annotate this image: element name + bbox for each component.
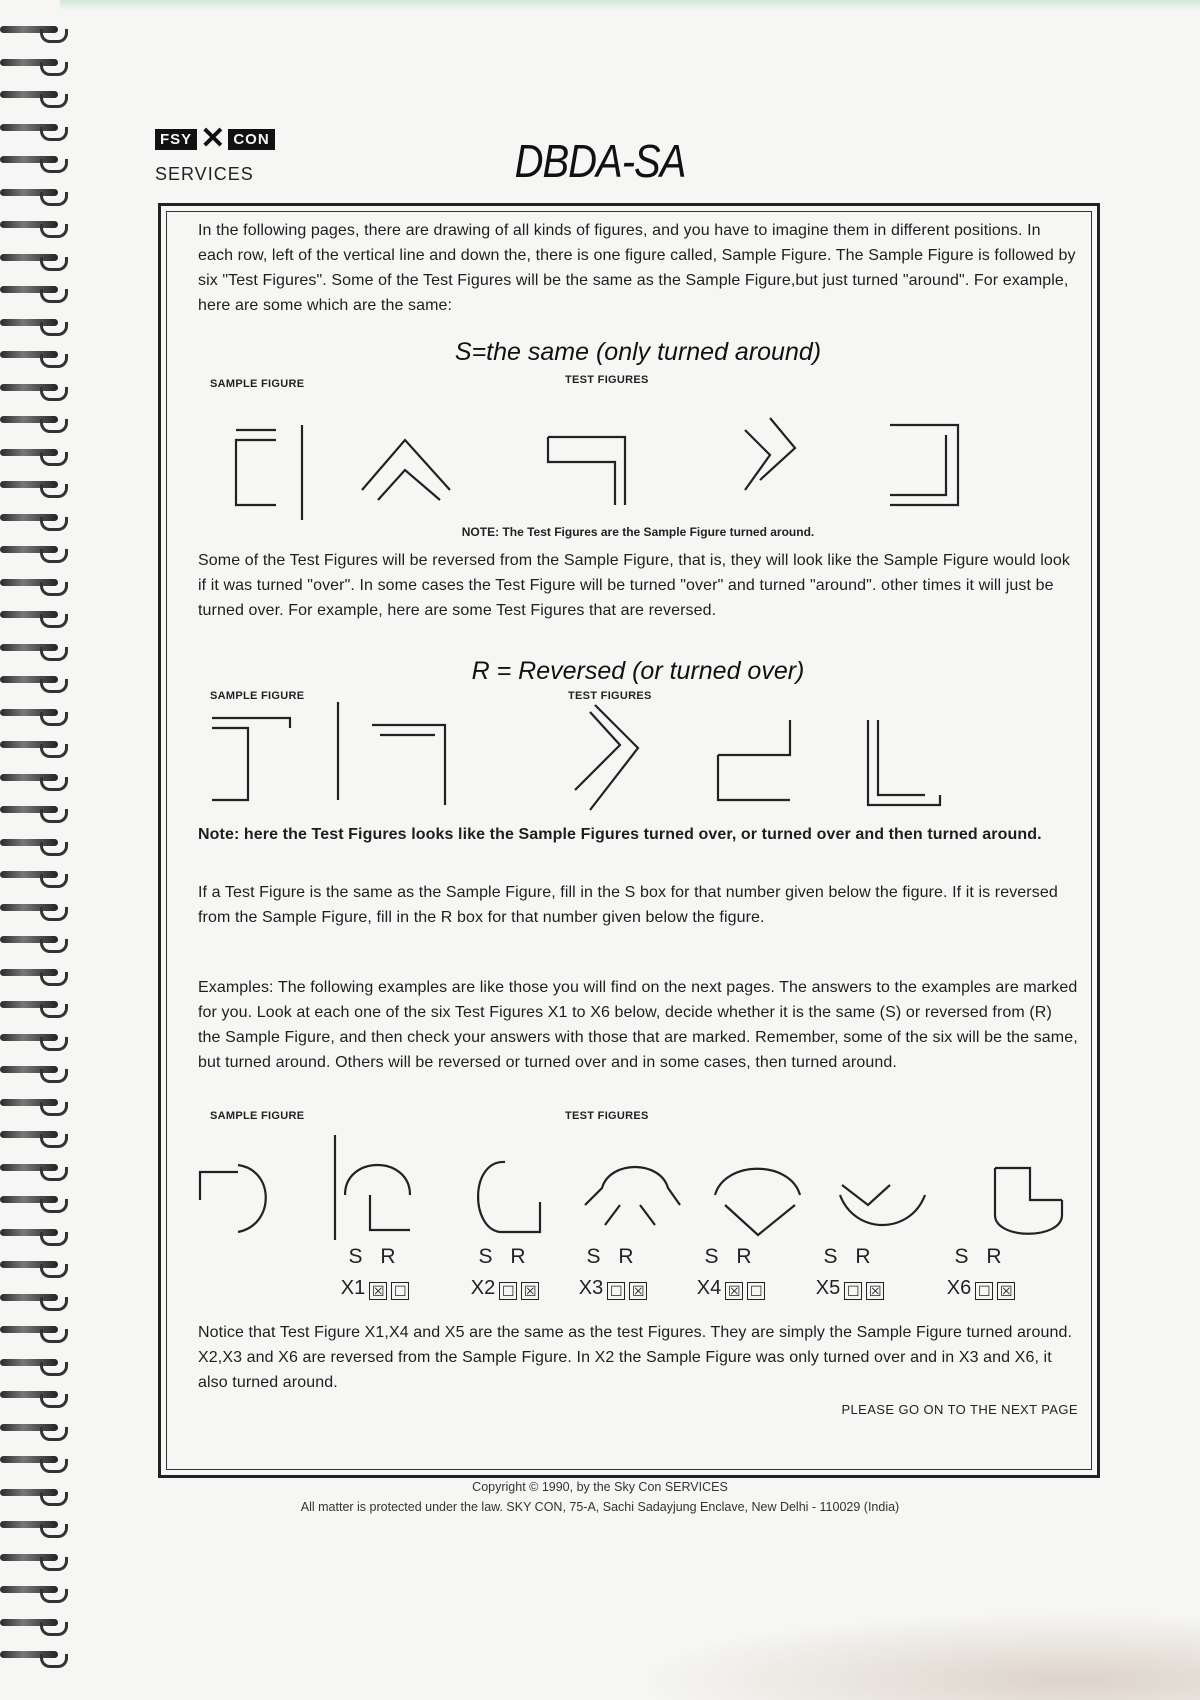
answer-s-checkbox[interactable]: ☐ bbox=[975, 1282, 993, 1300]
example-test-figure-x3 bbox=[585, 1167, 680, 1225]
please-go-on-text: PLEASE GO ON TO THE NEXT PAGE bbox=[841, 1402, 1078, 1417]
examples-test-label: TEST FIGURES bbox=[565, 1110, 649, 1122]
example-test-figure-x2 bbox=[478, 1162, 540, 1232]
example-test-figure-x6 bbox=[995, 1168, 1062, 1234]
answer-6 bbox=[936, 1245, 1026, 1300]
answer-s-checkbox[interactable]: ☒ bbox=[725, 1282, 743, 1300]
answer-1 bbox=[330, 1245, 420, 1300]
copyright-line-1: Copyright © 1990, by the Sky Con SERVICES bbox=[472, 1480, 728, 1494]
example-test-figure-x4 bbox=[715, 1169, 800, 1235]
reversed-note: Note: here the Test Figures looks like the Sample Figures turned over, or turned over and then turned around. bbox=[198, 826, 1042, 843]
answer-3 bbox=[568, 1245, 658, 1300]
answer-r-checkbox[interactable]: ☒ bbox=[997, 1282, 1015, 1300]
example-sample-figure bbox=[200, 1165, 266, 1232]
answer-letters: S R bbox=[478, 1245, 532, 1268]
answer-s-checkbox[interactable]: ☐ bbox=[499, 1282, 517, 1300]
same-test-label: TEST FIGURES bbox=[565, 374, 649, 386]
paper-stain bbox=[560, 1600, 1200, 1700]
answer-label: X4 bbox=[696, 1277, 722, 1299]
answer-boxes[interactable] bbox=[686, 1277, 776, 1300]
reversed-test-label: TEST FIGURES bbox=[568, 690, 652, 702]
logo-left-text: FSY bbox=[155, 129, 197, 150]
answer-letters: S R bbox=[348, 1245, 402, 1268]
answer-boxes[interactable] bbox=[936, 1277, 1026, 1300]
page-title: DBDA-SA bbox=[514, 136, 686, 188]
answer-row bbox=[330, 1245, 1090, 1315]
examples-paragraph: Examples: The following examples are like those you will find on the next pages. The answers to the examples are marked for you. Look at each one of the six Test Figures X1 to X6 below, decide whether it is the same (S) or reversed from (R) the Sample Figure, and then check your answers with those that are marked. Remember, some of the six will be the same, but turned around. Others will be reversed or turned over and in some cases, then turned around. bbox=[198, 979, 1078, 1071]
answer-r-checkbox[interactable]: ☐ bbox=[391, 1282, 409, 1300]
answer-label: X6 bbox=[946, 1277, 972, 1299]
intro-paragraph: In the following pages, there are drawing of all kinds of figures, and you have to imagine them in different positions. In each row, left of the vertical line and down the, there is one figure called, Sample Figure. The Sample Figure is followed by six "Test Figures". Some of the Test Figures will be the same as the Sample Figure,but just turned "around". For example, here are some which are the same: bbox=[198, 222, 1076, 314]
examples-sample-label: SAMPLE FIGURE bbox=[210, 1110, 305, 1122]
answer-boxes[interactable] bbox=[330, 1277, 420, 1300]
answer-s-checkbox[interactable]: ☒ bbox=[369, 1282, 387, 1300]
answer-letters: S R bbox=[704, 1245, 758, 1268]
answer-letters: S R bbox=[954, 1245, 1008, 1268]
answer-5 bbox=[805, 1245, 895, 1300]
reversed-sample-label: SAMPLE FIGURE bbox=[210, 690, 305, 702]
answer-boxes[interactable] bbox=[805, 1277, 895, 1300]
answer-label: X1 bbox=[340, 1277, 366, 1299]
answer-4 bbox=[686, 1245, 776, 1300]
answer-letters: S R bbox=[823, 1245, 877, 1268]
answer-label: X2 bbox=[470, 1277, 496, 1299]
answer-boxes[interactable] bbox=[568, 1277, 658, 1300]
answer-label: X3 bbox=[578, 1277, 604, 1299]
copyright-line-2: All matter is protected under the law. SKY CON, 75-A, Sachi Sadayjung Enclave, New Delhi - 110029 (India) bbox=[300, 1500, 900, 1514]
answer-2 bbox=[460, 1245, 550, 1300]
logo-bottom-text: SERVICES bbox=[155, 164, 254, 184]
answer-boxes[interactable] bbox=[460, 1277, 550, 1300]
answer-letters: S R bbox=[586, 1245, 640, 1268]
same-sample-label: SAMPLE FIGURE bbox=[210, 378, 305, 390]
logo-right-text: CON bbox=[228, 129, 274, 150]
answer-s-checkbox[interactable]: ☐ bbox=[607, 1282, 625, 1300]
answer-label: X5 bbox=[815, 1277, 841, 1299]
example-test-figure-x5 bbox=[840, 1185, 925, 1225]
same-heading: S=the same (only turned around) bbox=[454, 338, 822, 366]
same-note: NOTE: The Test Figures are the Sample Figure turned around. bbox=[461, 525, 815, 539]
answer-r-checkbox[interactable]: ☒ bbox=[866, 1282, 884, 1300]
reversed-heading: R = Reversed (or turned over) bbox=[471, 657, 805, 685]
reversed-paragraph: Some of the Test Figures will be reversed from the Sample Figure, that is, they will look like the Sample Figure would look if it was turned "over". In some cases the Test Figure will be turned "over" and turned "around". other times it will just be turned over. For example, here are some Test Figures that are reversed. bbox=[198, 552, 1070, 619]
instruction-paragraph: If a Test Figure is the same as the Sample Figure, fill in the S box for that number given below the figure. If it is reversed from the Sample Figure, fill in the R box for that number given below the figure. bbox=[198, 884, 1058, 926]
answer-r-checkbox[interactable]: ☒ bbox=[629, 1282, 647, 1300]
answer-r-checkbox[interactable]: ☐ bbox=[747, 1282, 765, 1300]
answer-r-checkbox[interactable]: ☒ bbox=[521, 1282, 539, 1300]
logo-x-mark: ✕ bbox=[200, 122, 226, 155]
example-test-figure-x1 bbox=[345, 1165, 410, 1230]
notice-paragraph: Notice that Test Figure X1,X4 and X5 are the same as the test Figures. They are simply the Sample Figure turned around. X2,X3 and X6 are reversed from the Sample Figure. In X2 the Sample Figure was only turned over and in X3 and X6, it also turned around. bbox=[198, 1324, 1072, 1391]
answer-s-checkbox[interactable]: ☐ bbox=[844, 1282, 862, 1300]
